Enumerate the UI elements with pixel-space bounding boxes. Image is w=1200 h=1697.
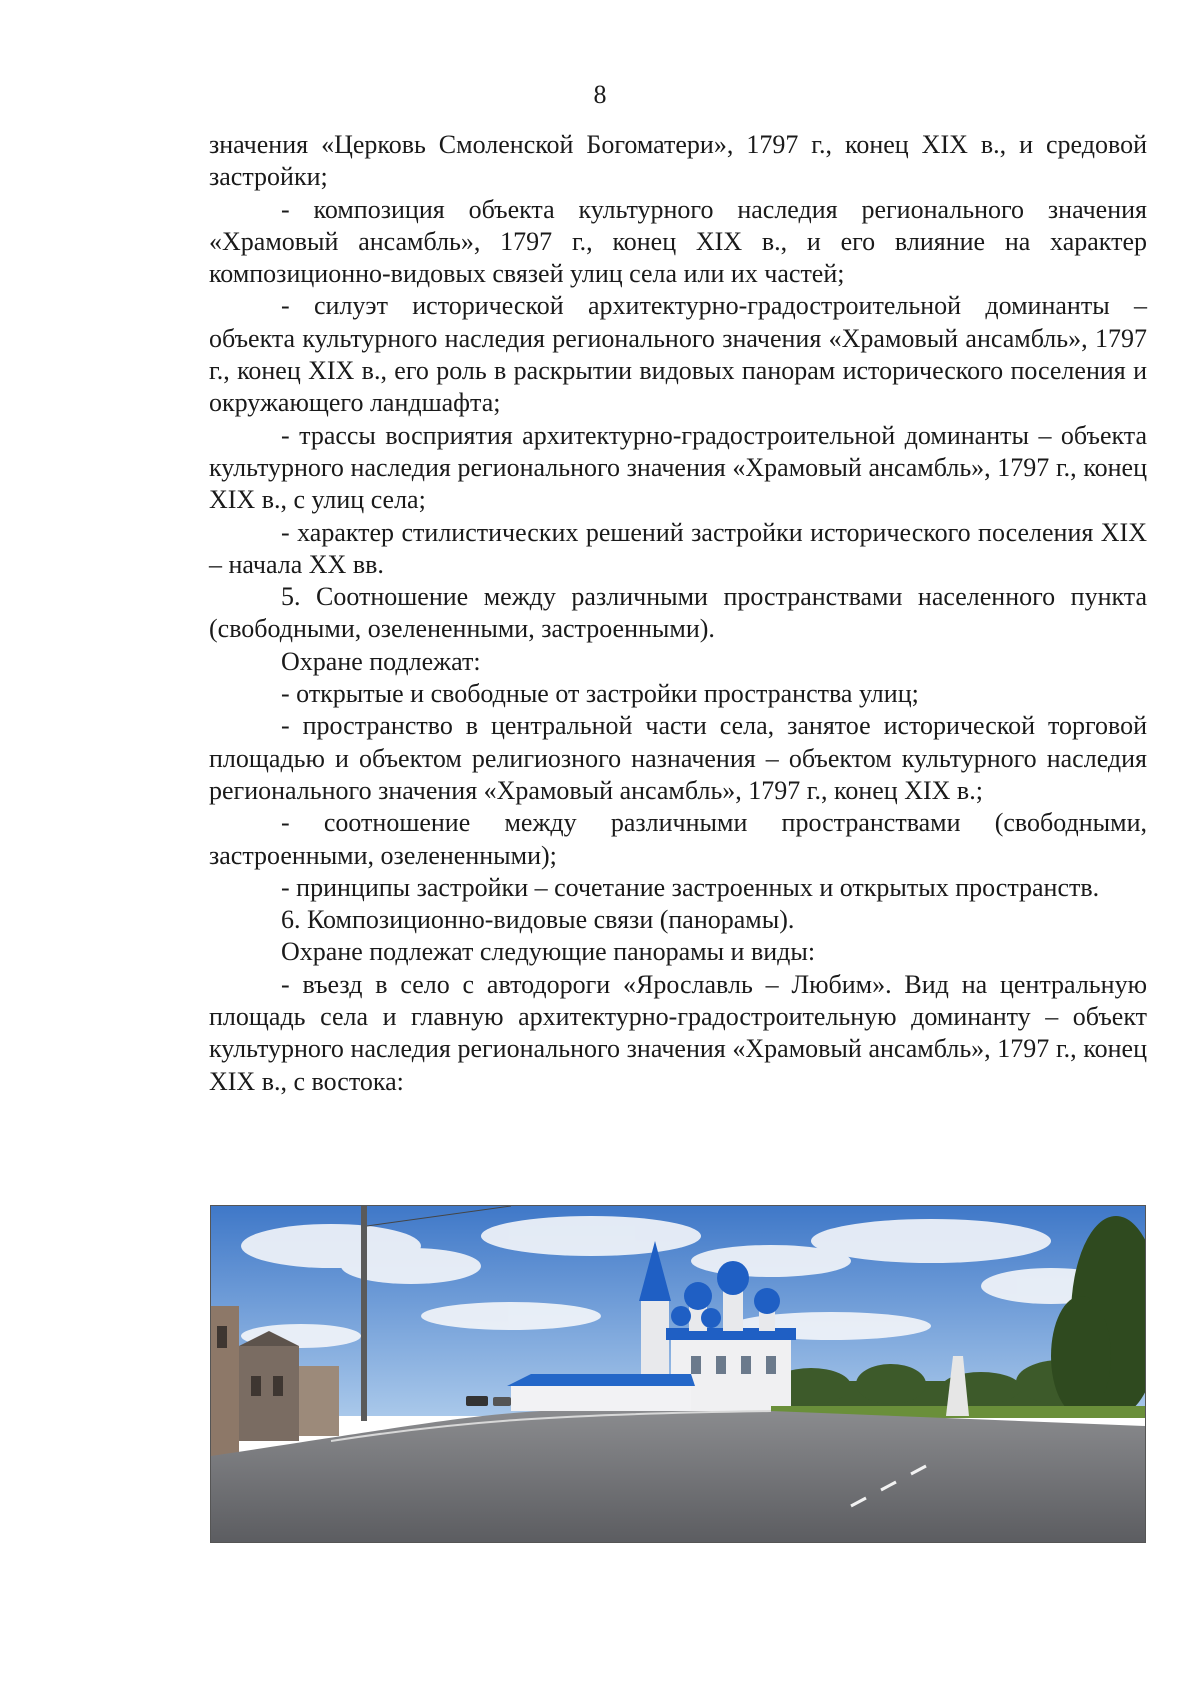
- paragraph-4: - трассы восприятия архитектурно-градостроительной доминанты – объекта культурного наследия регионального значения «Храмовый ансамбль», 1797 г., конец XIX в., с улиц села;: [209, 420, 1147, 515]
- paragraph-7: Охране подлежат:: [281, 646, 481, 676]
- document-body: [209, 129, 1147, 1098]
- paragraph-9: - пространство в центральной части села, занятое исторической торговой площадью и объектом религиозного назначения – объектом культурного наследия регионального значения «Храмовый ансамбль», 1797 г., конец XIX в.;: [209, 711, 1147, 805]
- utility-pole: [361, 1206, 367, 1421]
- paragraph-12: 6. Композиционно-видовые связи (панорамы).: [281, 905, 795, 935]
- paragraph-2: - композиция объекта культурного наследия регионального значения «Храмовый ансамбль», 1797 г., конец XIX в., и его влияние на характер композиционно-видовых связей улиц села или их частей;: [209, 194, 1147, 289]
- page-number: 8: [593, 80, 607, 109]
- low-building: [507, 1374, 695, 1411]
- paragraph-5: - характер стилистических решений застройки исторического поселения XIX – начала XX вв.: [209, 517, 1147, 579]
- panorama-illustration: [211, 1206, 1145, 1542]
- village-panorama-photo: [210, 1205, 1146, 1543]
- paragraph-10: - соотношение между различными пространствами (свободными, застроенными, озелененными);: [209, 808, 1147, 870]
- paragraph-6: 5. Соотношение между различными пространствами населенного пункта (свободными, озелененными, застроенными).: [209, 582, 1147, 644]
- paragraph-1: значения «Церковь Смоленской Богоматери», 1797 г., конец XIX в., и средовой застройки;: [209, 130, 1147, 192]
- paragraph-13: Охране подлежат следующие панорамы и виды:: [281, 937, 816, 967]
- road: [211, 1411, 1145, 1542]
- paragraph-11: - принципы застройки – сочетание застроенных и открытых пространств.: [281, 872, 1100, 902]
- paragraph-14: - въезд в село с автодороги «Ярославль – Любим». Вид на центральную площадь села и главную архитектурно-градостроительную доминанту – объект культурного наследия регионального значения «Храмовый ансамбль», 1797 г., конец XIX в., с востока:: [209, 969, 1147, 1096]
- paragraph-8: - открытые и свободные от застройки пространства улиц;: [281, 679, 919, 709]
- paragraph-3: - силуэт исторической архитектурно-градостроительной доминанты – объекта культурного наследия регионального значения «Храмовый ансамбль», 1797 г., конец XIX в., его роль в раскрытии видовых панорам исторического поселения и окружающего ландшафта;: [209, 291, 1147, 418]
